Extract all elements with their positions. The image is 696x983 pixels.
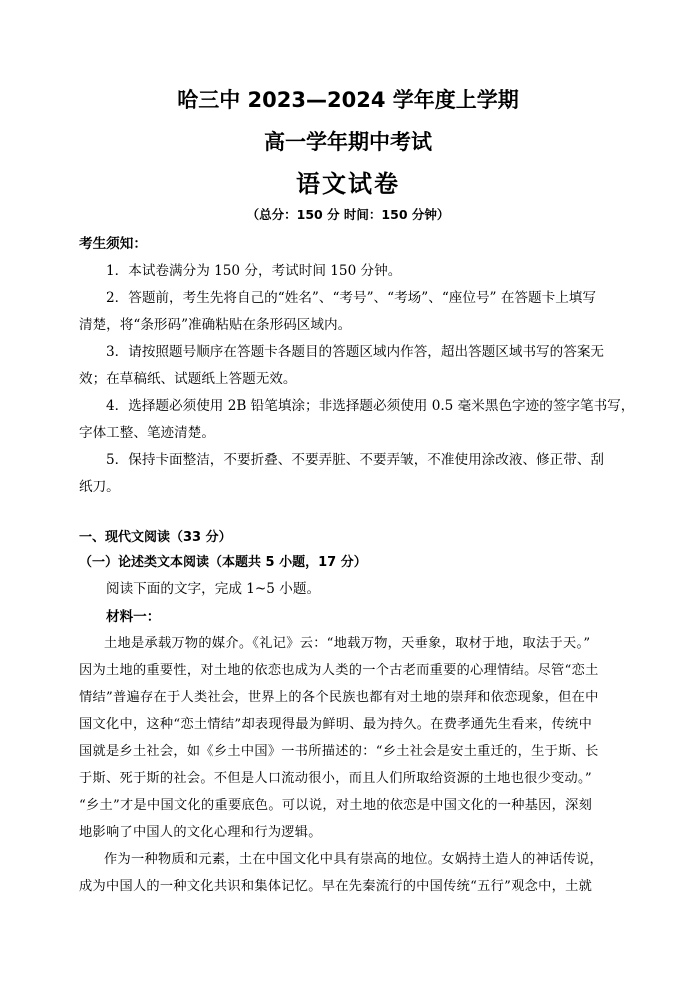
reading-instruction: 阅读下面的文字，完成 1~5 小题。 xyxy=(106,581,321,597)
notice-line: 清楚，将“条形码”准确粘贴在条形码区域内。 xyxy=(79,317,352,333)
passage-line: 地影响了中国人的文化心理和行为逻辑。 xyxy=(79,825,322,840)
score-time-info: （总分：150 分 时间：150 分钟） xyxy=(246,207,450,222)
passage-line: 国文化中，这种“恋土情结”却表现得最为鲜明、最为持久。在费孝通先生看来，传统中 xyxy=(79,717,593,732)
exam-title: 哈三中 2023—2024 学年度上学期 xyxy=(177,88,519,112)
passage-line: “乡土”才是中国文化的重要底色。可以说，对土地的依恋是中国文化的一种基因，深刻 xyxy=(79,798,593,813)
passage-line: 作为一种物质和元素，土在中国文化中具有崇高的地位。女娲持土造人的神话传说， xyxy=(104,852,604,867)
subject-title: 语文试卷 xyxy=(296,169,400,198)
notice-line: 1．本试卷满分为 150 分，考试时间 150 分钟。 xyxy=(106,263,402,279)
notice-line: 字体工整、笔迹清楚。 xyxy=(79,425,215,441)
exam-subtitle: 高一学年期中考试 xyxy=(264,130,432,154)
sub-section-heading: （一）论述类文本阅读（本题共 5 小题，17 分） xyxy=(79,555,367,570)
notice-line: 5．保持卡面整洁，不要折叠、不要弄脏、不要弄皱，不准使用涂改液、修正带、刮 xyxy=(106,452,605,468)
notice-line: 效；在草稿纸、试题纸上答题无效。 xyxy=(79,371,297,387)
passage-line: 土地是承载万物的媒介。《礼记》云：“地载万物，天垂象，取材于地，取法于天。” xyxy=(104,636,591,651)
passage-line: 因为土地的重要性，对土地的依恋也成为人类的一个古老而重要的心理情结。尽管“恋土 xyxy=(79,663,599,678)
passage-line: 于斯、死于斯的社会。不但是人口流动很小，而且人们所取给资源的土地也很少变动。” xyxy=(79,771,592,786)
passage-line: 成为中国人的一种文化共识和集体记忆。早在先秦流行的中国传统“五行”观念中，土就 xyxy=(79,879,593,894)
notice-heading: 考生须知： xyxy=(79,236,147,252)
passage-line: 情结”普遍存在于人类社会，世界上的各个民族也都有对土地的崇拜和依恋现象，但在中 xyxy=(79,690,599,705)
passage-line: 国就是乡土社会，如《乡土中国》一书所描述的：“乡土社会是安土重迁的，生于斯、长 xyxy=(79,744,599,759)
notice-line: 2．答题前，考生先将自己的“姓名”、“考号”、“考场”、“座位号” 在答题卡上填写 xyxy=(106,290,596,306)
notice-line: 3．请按照题号顺序在答题卡各题目的答题区域内作答，超出答题区域书写的答案无 xyxy=(106,344,605,360)
notice-line: 4．选择题必须使用 2B 铅笔填涂；非选择题必须使用 0.5 毫米黑色字迹的签字笔书写， xyxy=(106,398,635,414)
material-label: 材料一： xyxy=(106,609,161,625)
notice-line: 纸刀。 xyxy=(79,479,120,495)
section-heading: 一、现代文阅读（33 分） xyxy=(79,530,232,545)
